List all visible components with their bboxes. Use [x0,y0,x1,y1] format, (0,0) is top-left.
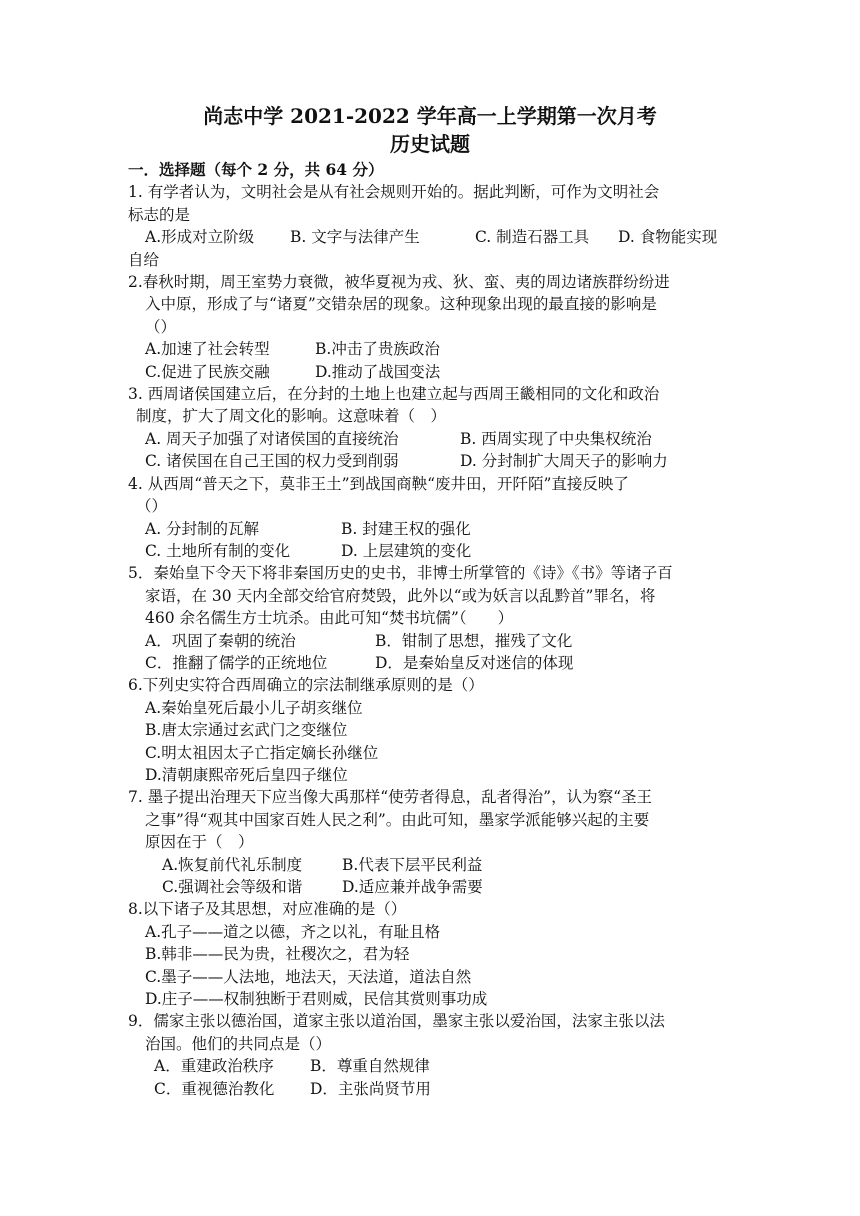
question-1-options [128,226,738,248]
question-1-line-1: 1. 有学者认为，文明社会是从有社会规则开始的。据此判断，可作为文明社会 [128,183,660,202]
question-4 [128,473,738,563]
question-6-option-d: D.清朝康熙帝死后皇四子继位 [145,765,348,784]
question-3-option-a: A. 周天子加强了对诸侯国的直接统治 [145,429,399,448]
question-2 [128,271,738,383]
question-3-option-c: C. 诸侯国在自己王国的权力受到削弱 [145,452,399,471]
exam-title: 尚志中学 2021-2022 学年高一上学期第一次月考 [203,104,657,128]
question-9 [128,1010,738,1100]
question-7-option-c: C.强调社会等级和谐 [162,878,303,896]
question-3 [128,383,738,473]
question-6-option-b: B.唐太宗通过玄武门之变继位 [145,721,348,740]
question-9-options-row-1 [128,1055,738,1077]
question-8-line-1: 8.以下诸子及其思想，对应准确的是（） [128,900,407,919]
question-3-line-1: 3. 西周诸侯国建立后，在分封的土地上也建立起与西周王畿相同的文化和政治 [128,385,660,404]
question-4-option-c: C. 土地所有制的变化 [145,541,291,560]
question-2-options-row-1 [128,338,738,360]
question-2-options-row-2 [128,361,738,383]
question-4-option-a: A. 分封制的瓦解 [145,519,260,538]
question-7-option-b: B.代表下层平民利益 [342,855,483,874]
question-4-options-row-1 [128,518,738,540]
question-6-option-c: C.明太祖因太子亡指定嫡长孙继位 [145,743,379,762]
question-9-option-d: D．主张尚贤节用 [310,1079,431,1098]
question-2-line-1: 2.春秋时期，周王室势力衰微，被华夏视为戎、狄、蛮、夷的周边诸族群纷纷进 [128,273,670,292]
question-1-option-c: C. 制造石器工具 [475,228,590,247]
question-8-option-c: C.墨子——人法地，地法天，天法道，道法自然 [145,967,472,986]
question-6-line-1: 6.下列史实符合西周确立的宗法制继承原则的是（） [128,676,484,695]
exam-content [128,159,738,1100]
question-2-option-c: C.促进了民族交融 [145,362,270,381]
question-7-line-1: 7. 墨子提出治理天下应当像大禹那样“使劳者得息，乱者得治”，认为察“圣王 [128,788,652,807]
question-7-options-row-2 [128,876,738,898]
question-5-line-1: 5．秦始皇下令天下将非秦国历史的史书，非博士所掌管的《诗》《书》等诸子百 [128,564,673,583]
question-4-options-row-2 [128,540,738,562]
question-3-option-b: B. 西周实现了中央集权统治 [460,429,652,448]
question-1-option-b: B. 文字与法律产生 [290,228,420,247]
question-7-option-a: A.恢复前代礼乐制度 [162,855,303,874]
question-9-option-c: C．重视德治教化 [154,1079,275,1098]
exam-subtitle: 历史试题 [390,132,470,156]
question-5-option-b: B．钳制了思想，摧残了文化 [375,631,573,650]
question-5-line-2: 家语，在 30 天内全部交给官府焚毁，此外以“或为妖言以乱黔首”罪名，将 [145,586,656,605]
question-5-option-a: A．巩固了秦朝的统治 [145,631,296,650]
question-8-option-a: A.孔子——道之以德，齐之以礼，有耻且格 [145,922,441,941]
question-3-options-row-2 [128,450,738,472]
question-5-line-3: 460 余名儒生方士坑杀。由此可知“焚书坑儒”（ ） [145,609,514,628]
question-6-option-a: A.秦始皇死后最小儿子胡亥继位 [145,698,363,717]
question-5-option-d: D．是秦始皇反对迷信的体现 [375,653,574,672]
question-3-options-row-1 [128,428,738,450]
question-5-option-c: C．推翻了儒学的正统地位 [145,653,328,672]
question-9-line-1: 9．儒家主张以德治国，道家主张以道治国，墨家主张以爱治国，法家主张以法 [128,1012,665,1031]
question-1-option-d-cont: 自给 [128,250,160,269]
question-2-option-d: D.推动了战国变法 [315,362,441,381]
question-2-option-a: A.加速了社会转型 [145,340,270,359]
question-7-line-2: 之事”得“观其中国家百姓人民之利”。由此可知，墨家学派能够兴起的主要 [145,810,650,829]
question-9-line-2: 治国。他们的共同点是（） [145,1034,332,1053]
question-6 [128,674,738,786]
question-5-options-row-1 [128,630,738,652]
question-7-options-row-1 [128,854,738,876]
question-1-option-a: A.形成对立阶级 [145,228,255,247]
question-7-option-d: D.适应兼并战争需要 [342,878,483,896]
question-9-option-b: B．尊重自然规律 [310,1057,430,1076]
question-1-line-2: 标志的是 [128,205,191,224]
question-1 [128,181,738,271]
question-4-line-1: 4. 从西周“普天之下，莫非王土”到战国商鞅“废井田，开阡陌”直接反映了 [128,474,629,493]
question-7 [128,786,738,898]
question-9-option-a: A．重建政治秩序 [154,1057,274,1076]
section-heading: 一．选择题（每个 2 分，共 64 分） [128,160,384,179]
question-4-option-d: D. 上层建筑的变化 [341,541,472,560]
question-8 [128,898,738,1010]
question-4-line-2: （） [136,497,168,516]
question-7-line-3: 原因在于（ ） [145,833,254,852]
question-9-options-row-2 [128,1078,738,1100]
question-2-option-b: B.冲击了贵族政治 [315,340,440,359]
question-2-line-2: 入中原，形成了与“诸夏”交错杂居的现象。这种现象出现的最直接的影响是 [145,295,657,314]
question-8-option-d: D.庄子——权制独断于君则威，民信其赏则事功成 [145,990,488,1009]
question-5 [128,562,738,674]
question-4-option-b: B. 封建王权的强化 [341,519,471,538]
question-3-line-2: 制度，扩大了周文化的影响。这意味着（ ） [136,407,447,426]
question-8-option-b: B.韩非——民为贵，社稷次之，君为轻 [145,945,410,964]
question-5-options-row-2 [128,652,738,674]
question-3-option-d: D. 分封制扩大周天子的影响力 [460,452,668,471]
question-1-option-d: D. 食物能实现 [618,228,718,247]
question-2-line-3: （） [145,317,177,336]
